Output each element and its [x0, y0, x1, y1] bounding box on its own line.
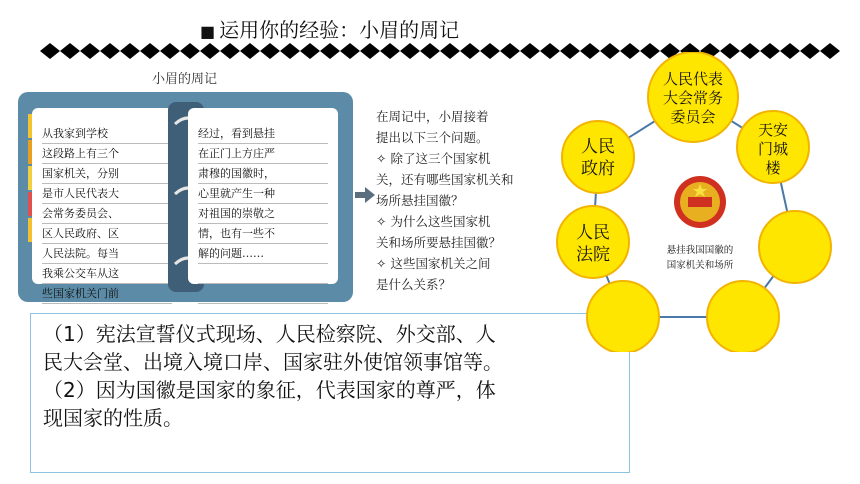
diary-left-line: 这段路上有三个: [42, 144, 172, 164]
diary-left-line: 人民法院。每当: [42, 244, 172, 264]
diary-right-line: 心里就产生一种: [198, 184, 328, 204]
diamond-shape: [280, 43, 300, 59]
answer-line-4: 现国家的性质。: [43, 406, 183, 430]
diary-right-line: [198, 264, 328, 284]
node-empty-right: [759, 211, 831, 283]
institutions-diagram: [548, 52, 860, 352]
slide-title: [200, 14, 459, 43]
diary-left-line: 区人民政府、区: [42, 224, 172, 244]
diamond-shape: [400, 43, 420, 59]
diary-left-line: 会常务委员会、: [42, 204, 172, 224]
diamond-shape: [340, 43, 360, 59]
diamond-shape: [200, 43, 220, 59]
diary-right-line: 在正门上方庄严: [198, 144, 328, 164]
diamond-shape: [440, 43, 460, 59]
answer-line-3: （2）因为国徽是国家的象征，代表国家的尊严，体: [43, 378, 496, 402]
diary-notebook: [18, 92, 353, 302]
diary-right-line: 对祖国的崇敬之: [198, 204, 328, 224]
diary-left-line: 从我家到学校: [42, 124, 172, 144]
diary-left-line: 我乘公交车从这: [42, 264, 172, 284]
question-line: ✧ 这些国家机关之间: [376, 256, 491, 271]
diamond-shape: [520, 43, 540, 59]
diary-right-page: [188, 108, 338, 284]
diamond-shape: [300, 43, 320, 59]
diamond-shape: [360, 43, 380, 59]
diary-right-line: [198, 284, 328, 304]
question-line: ✧ 除了这三个国家机: [376, 151, 491, 166]
diamond-shape: [460, 43, 480, 59]
diary-left-line: 是市人民代表大: [42, 184, 172, 204]
diamond-shape: [40, 43, 60, 59]
diamond-shape: [120, 43, 140, 59]
node-left-lower-line-2: 法院: [576, 245, 610, 265]
diary-right-line: 经过，看到悬挂: [198, 124, 328, 144]
diamond-shape: [80, 43, 100, 59]
center-caption-1: 悬挂我国国徽的: [666, 245, 734, 256]
node-left-lower-line-1: 人民: [576, 223, 610, 243]
node-top-line-3: 委员会: [670, 108, 716, 126]
node-left-upper-line-2: 政府: [581, 159, 615, 179]
diamond-shape: [260, 43, 280, 59]
node-top-line-1: 人民代表: [662, 70, 724, 88]
diamond-shape: [480, 43, 500, 59]
diary-left-line: 些国家机关门前: [42, 284, 172, 304]
question-line: 提出以下三个问题。: [376, 130, 489, 145]
diamond-shape: [180, 43, 200, 59]
diamond-shape: [220, 43, 240, 59]
diary-right-line: 肃穆的国徽时，: [198, 164, 328, 184]
title-text: 运用你的经验：小眉的周记: [219, 18, 460, 42]
title-bullet: ■: [200, 22, 216, 41]
node-right-upper-line-3: 楼: [765, 159, 781, 177]
question-list: [376, 106, 546, 295]
node-top-line-2: 大会常务: [662, 89, 724, 107]
node-government: [562, 121, 634, 193]
national-emblem-icon: [674, 176, 726, 228]
node-right-upper-line-2: 门城: [757, 140, 789, 158]
node-empty-bottom-left: [587, 281, 659, 352]
diamond-shape: [500, 43, 520, 59]
question-line: 在周记中，小眉接着: [376, 109, 489, 124]
diary-left-line: 国家机关，分别: [42, 164, 172, 184]
diary-right-line: 情，也有一些不: [198, 224, 328, 244]
diary-caption: 小眉的周记: [152, 72, 218, 87]
question-line: 关，还有哪些国家机关和: [376, 172, 514, 187]
answer-line-1: （1）宪法宣誓仪式现场、人民检察院、外交部、人: [43, 322, 496, 346]
diamond-shape: [240, 43, 260, 59]
answer-line-2: 民大会堂、出境入境口岸、国家驻外使馆领事馆等。: [43, 350, 503, 374]
question-line: ✧ 为什么这些国家机: [376, 214, 491, 229]
diamond-shape: [100, 43, 120, 59]
arrow-right-icon: [355, 187, 375, 203]
diary-left-page: [32, 108, 182, 300]
answer-box: [30, 313, 630, 473]
center-caption-2: 国家机关和场所: [666, 260, 734, 271]
node-empty-bottom-right: [707, 281, 779, 352]
question-line: 是什么关系？: [376, 277, 452, 292]
diamond-shape: [420, 43, 440, 59]
diamond-shape: [140, 43, 160, 59]
node-left-upper-line-1: 人民: [581, 137, 615, 157]
question-line: 场所悬挂国徽？: [376, 193, 464, 208]
diamond-shape: [380, 43, 400, 59]
question-line: 关和场所要悬挂国徽？: [376, 235, 502, 250]
diamond-shape: [320, 43, 340, 59]
diamond-shape: [160, 43, 180, 59]
diamond-shape: [60, 43, 80, 59]
diary-right-line: 解的问题……: [198, 244, 328, 264]
node-right-upper-line-1: 天安: [757, 121, 789, 139]
